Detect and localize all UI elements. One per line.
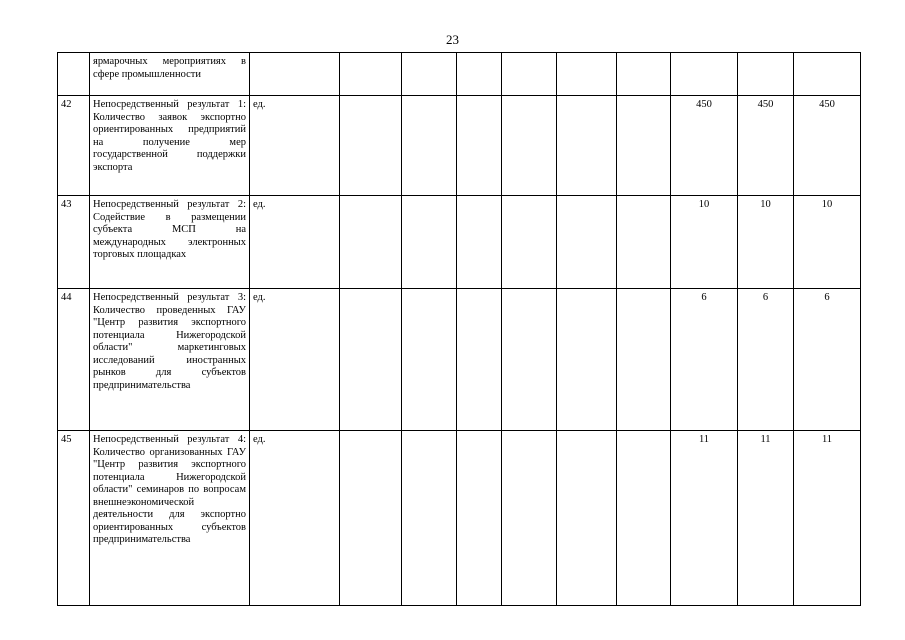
empty-cell (457, 96, 502, 196)
row-value-2: 450 (738, 96, 794, 196)
row-value-1: 10 (671, 196, 738, 289)
row-value-2: 10 (738, 196, 794, 289)
empty-cell (340, 289, 402, 431)
row-value-3: 6 (794, 289, 861, 431)
empty-cell (502, 196, 557, 289)
row-description: Непосредственный результат 4: Количество организованных ГАУ "Центр развития экспортного потенциала Нижегородской области" семинаров по вопросам внешнеэкономической деятельности для экспортно ориентированных субъектов предпринимательства (90, 431, 250, 606)
table-row (58, 431, 861, 606)
empty-cell (457, 53, 502, 96)
row-value-3: 10 (794, 196, 861, 289)
row-unit: ед. (250, 96, 340, 196)
empty-cell (402, 196, 457, 289)
empty-cell (340, 53, 402, 96)
row-number: 42 (58, 96, 90, 196)
row-description: ярмарочных мероприятиях в сфере промышленности (90, 53, 250, 96)
row-value-3: 450 (794, 96, 861, 196)
table-row (58, 96, 861, 196)
empty-cell (557, 96, 617, 196)
row-unit: ед. (250, 196, 340, 289)
row-value-1: 450 (671, 96, 738, 196)
empty-cell (557, 196, 617, 289)
empty-cell (402, 431, 457, 606)
empty-cell (340, 96, 402, 196)
empty-cell (617, 431, 671, 606)
row-value-3 (794, 53, 861, 96)
row-unit (250, 53, 340, 96)
row-value-1: 11 (671, 431, 738, 606)
row-unit: ед. (250, 431, 340, 606)
row-value-3: 11 (794, 431, 861, 606)
empty-cell (502, 53, 557, 96)
empty-cell (502, 96, 557, 196)
row-value-1: 6 (671, 289, 738, 431)
row-unit: ед. (250, 289, 340, 431)
page-number: 23 (446, 32, 459, 47)
empty-cell (617, 96, 671, 196)
empty-cell (402, 289, 457, 431)
row-value-2: 6 (738, 289, 794, 431)
row-description: Непосредственный результат 2: Содействие в размещении субъекта МСП на международных электронных торговых площадках (90, 196, 250, 289)
empty-cell (617, 53, 671, 96)
empty-cell (502, 431, 557, 606)
empty-cell (557, 431, 617, 606)
table-row (58, 196, 861, 289)
row-value-1 (671, 53, 738, 96)
empty-cell (340, 431, 402, 606)
empty-cell (457, 289, 502, 431)
indicators-table (57, 52, 861, 606)
row-value-2: 11 (738, 431, 794, 606)
row-value-2 (738, 53, 794, 96)
empty-cell (340, 196, 402, 289)
empty-cell (617, 289, 671, 431)
table-row (58, 53, 861, 96)
empty-cell (557, 53, 617, 96)
empty-cell (457, 431, 502, 606)
table-row (58, 289, 861, 431)
row-description: Непосредственный результат 3: Количество проведенных ГАУ "Центр развития экспортного потенциала Нижегородской области" маркетинговых исследований иностранных рынков для субъектов предпринимательства (90, 289, 250, 431)
empty-cell (617, 196, 671, 289)
empty-cell (457, 196, 502, 289)
empty-cell (402, 53, 457, 96)
row-number (58, 53, 90, 96)
row-number: 45 (58, 431, 90, 606)
row-number: 43 (58, 196, 90, 289)
empty-cell (502, 289, 557, 431)
row-description: Непосредственный результат 1: Количество заявок экспортно ориентированных предприятий на получение мер государственной поддержки экспорта (90, 96, 250, 196)
empty-cell (402, 96, 457, 196)
empty-cell (557, 289, 617, 431)
row-number: 44 (58, 289, 90, 431)
